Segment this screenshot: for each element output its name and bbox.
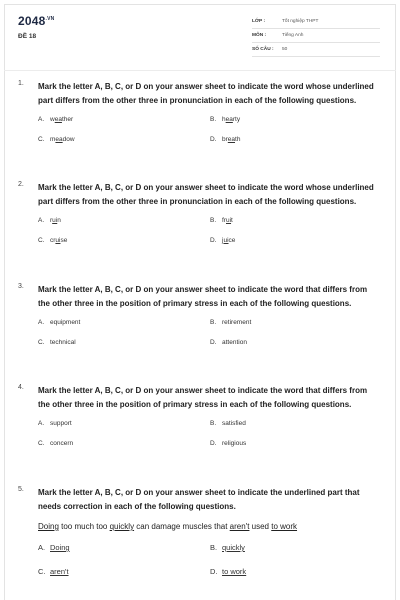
question-text: Mark the letter A, B, C, or D on your answer sheet to indicate the underlined part that needs correction in each of the following questions. bbox=[38, 488, 360, 511]
meta-label: MÔN : bbox=[252, 33, 267, 38]
option-d[interactable]: D. breath bbox=[210, 136, 241, 143]
question-3 bbox=[18, 283, 380, 365]
option-a[interactable]: A. Doing bbox=[38, 543, 70, 552]
options bbox=[38, 319, 380, 365]
sentence-part: to work bbox=[271, 522, 298, 531]
option-c[interactable]: C. cruise bbox=[38, 237, 68, 244]
option-c[interactable]: C. meadow bbox=[38, 136, 75, 143]
options bbox=[38, 116, 380, 162]
option-b[interactable]: B. retirement bbox=[210, 319, 252, 326]
options bbox=[38, 420, 380, 466]
meta-value: Tiếng Anh bbox=[282, 33, 304, 38]
option-d[interactable]: D. to work bbox=[210, 567, 247, 576]
option-d[interactable]: D. attention bbox=[210, 339, 247, 346]
options bbox=[38, 217, 380, 263]
meta-label: SỐ CÂU : bbox=[252, 47, 274, 52]
question-text: Mark the letter A, B, C, or D on your answer sheet to indicate the word that differs from the other three in the position of primary stress in each of the following questions. bbox=[38, 285, 368, 308]
option-c[interactable]: C. aren't bbox=[38, 567, 69, 576]
question-1 bbox=[18, 80, 380, 162]
option-d[interactable]: D. juice bbox=[210, 237, 236, 244]
question-number: 2. bbox=[18, 181, 24, 188]
option-b[interactable]: B. quickly bbox=[210, 543, 245, 552]
question-number: 3. bbox=[18, 283, 24, 290]
header-divider bbox=[4, 70, 396, 71]
exam-code: ĐỀ 18 bbox=[18, 33, 37, 40]
options bbox=[38, 543, 380, 589]
sentence-part: Doing bbox=[38, 522, 59, 531]
meta-value: Tốt nghiệp THPT bbox=[282, 19, 319, 24]
question-text: Mark the letter A, B, C, or D on your answer sheet to indicate the word whose underlined part differs from the other three in pronunciation in each of the following questions. bbox=[38, 183, 374, 206]
question-number: 4. bbox=[18, 384, 24, 391]
sentence-part: aren't bbox=[229, 522, 250, 531]
option-a[interactable]: A. ruin bbox=[38, 217, 61, 224]
option-a[interactable]: A. equipment bbox=[38, 319, 81, 326]
option-a[interactable]: A. support bbox=[38, 420, 72, 427]
exam-meta bbox=[252, 15, 380, 57]
option-c[interactable]: C. concern bbox=[38, 440, 74, 447]
sentence-part: can damage muscles that bbox=[134, 522, 230, 531]
meta-row-class bbox=[252, 15, 380, 29]
question-number: 1. bbox=[18, 80, 24, 87]
question-text: Mark the letter A, B, C, or D on your answer sheet to indicate the word that differs from the other three in the position of primary stress in each of the following questions. bbox=[38, 386, 368, 409]
question-2 bbox=[18, 181, 380, 263]
sentence-part: too much too bbox=[58, 522, 110, 531]
option-a[interactable]: A. weather bbox=[38, 116, 74, 123]
sentence-part: used bbox=[249, 522, 272, 531]
meta-value: 50 bbox=[282, 47, 288, 52]
option-b[interactable]: B. fruit bbox=[210, 217, 233, 224]
meta-row-subject bbox=[252, 29, 380, 43]
error-sentence bbox=[38, 522, 380, 531]
logo: $2048^{.VN}$ bbox=[18, 14, 55, 28]
option-b[interactable]: B. hearty bbox=[210, 116, 241, 123]
option-c[interactable]: C. technical bbox=[38, 339, 76, 346]
question-4 bbox=[18, 384, 380, 466]
meta-row-count bbox=[252, 43, 380, 57]
question-5 bbox=[18, 486, 380, 589]
sentence-part: quickly bbox=[109, 522, 135, 531]
question-number: 5. bbox=[18, 486, 24, 493]
option-d[interactable]: D. religious bbox=[210, 440, 247, 447]
option-b[interactable]: B. satisfied bbox=[210, 420, 246, 427]
question-text: Mark the letter A, B, C, or D on your answer sheet to indicate the word whose underlined part differs from the other three in pronunciation in each of the following questions. bbox=[38, 82, 374, 105]
meta-label: LỚP : bbox=[252, 19, 266, 24]
